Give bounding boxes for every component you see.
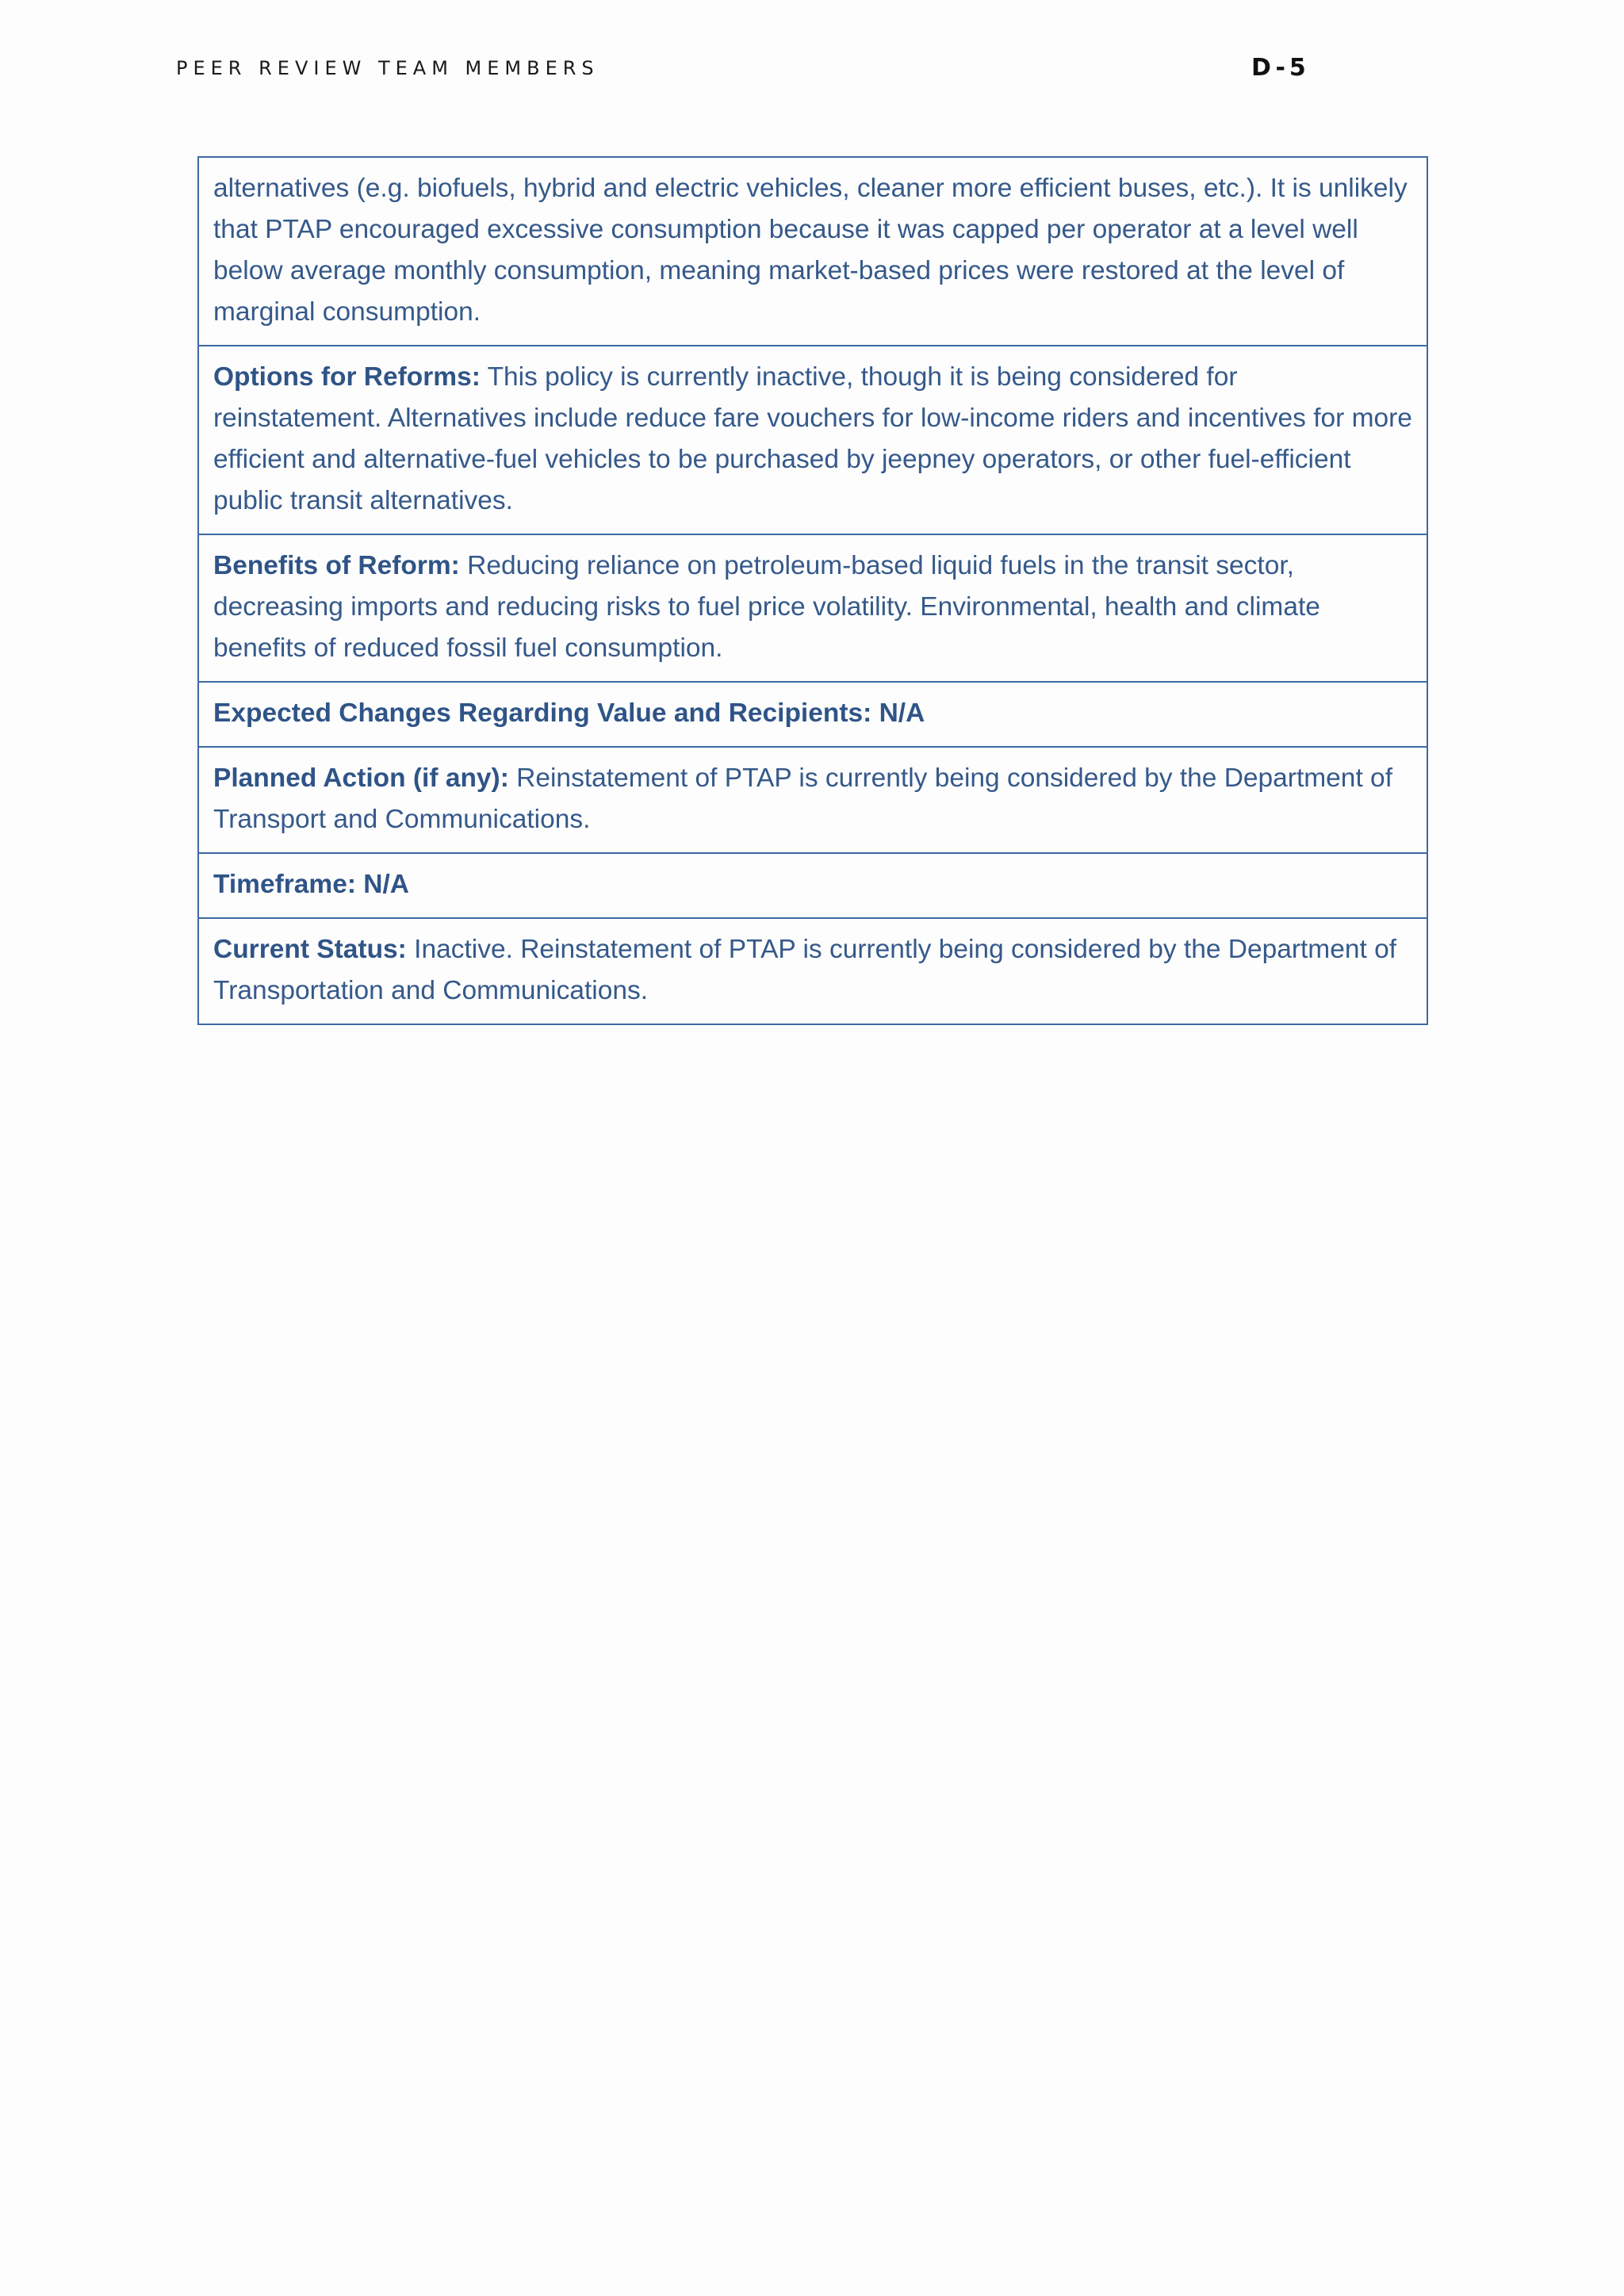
table-row-timeframe: [199, 852, 1427, 917]
row-label: Benefits of Reform:: [213, 551, 460, 580]
table-row-planned-action: [199, 746, 1427, 852]
page-number: D-5: [1251, 54, 1310, 82]
row-label: Expected Changes Regarding Value and Recipients: N/A: [213, 698, 925, 728]
row-label: Timeframe: N/A: [213, 870, 409, 899]
row-text: Reducing reliance on petroleum-based liquid fuels in the transit sector, decreasing imports and reducing risks to fuel price volatility. Environmental, health and climate benefits of reduced fossil fuel consumption.: [213, 551, 1320, 663]
table-row-continuation: [199, 158, 1427, 345]
row-label: Current Status:: [213, 935, 407, 964]
table-row-options-for-reforms: [199, 345, 1427, 534]
section-title: PEER REVIEW TEAM MEMBERS: [176, 57, 599, 79]
table-row-benefits-of-reform: [199, 534, 1427, 681]
row-text: Reinstatement of PTAP is currently being considered by the Department of Transport and Communications.: [213, 763, 1392, 834]
row-text: alternatives (e.g. biofuels, hybrid and electric vehicles, cleaner more efficient buses, etc.). It is unlikely that PTAP encouraged excessive consumption because it was capped per operator at a level well below average monthly consumption, meaning market-based prices were restored at the level of marginal consumption.: [213, 174, 1408, 327]
row-label: Options for Reforms:: [213, 362, 481, 392]
policy-table: [197, 156, 1428, 1025]
row-label: Planned Action (if any):: [213, 763, 509, 793]
table-row-expected-changes: [199, 681, 1427, 746]
table-row-current-status: [199, 917, 1427, 1024]
running-header: [176, 54, 1310, 86]
row-text: Inactive. Reinstatement of PTAP is currently being considered by the Department of Transportation and Communications.: [213, 935, 1397, 1005]
row-text: This policy is currently inactive, though it is being considered for reinstatement. Alternatives include reduce fare vouchers for low-income riders and incentives for more efficient and alternative-fuel vehicles to be purchased by jeepney operators, or other fuel-efficient public transit alternatives.: [213, 362, 1412, 515]
